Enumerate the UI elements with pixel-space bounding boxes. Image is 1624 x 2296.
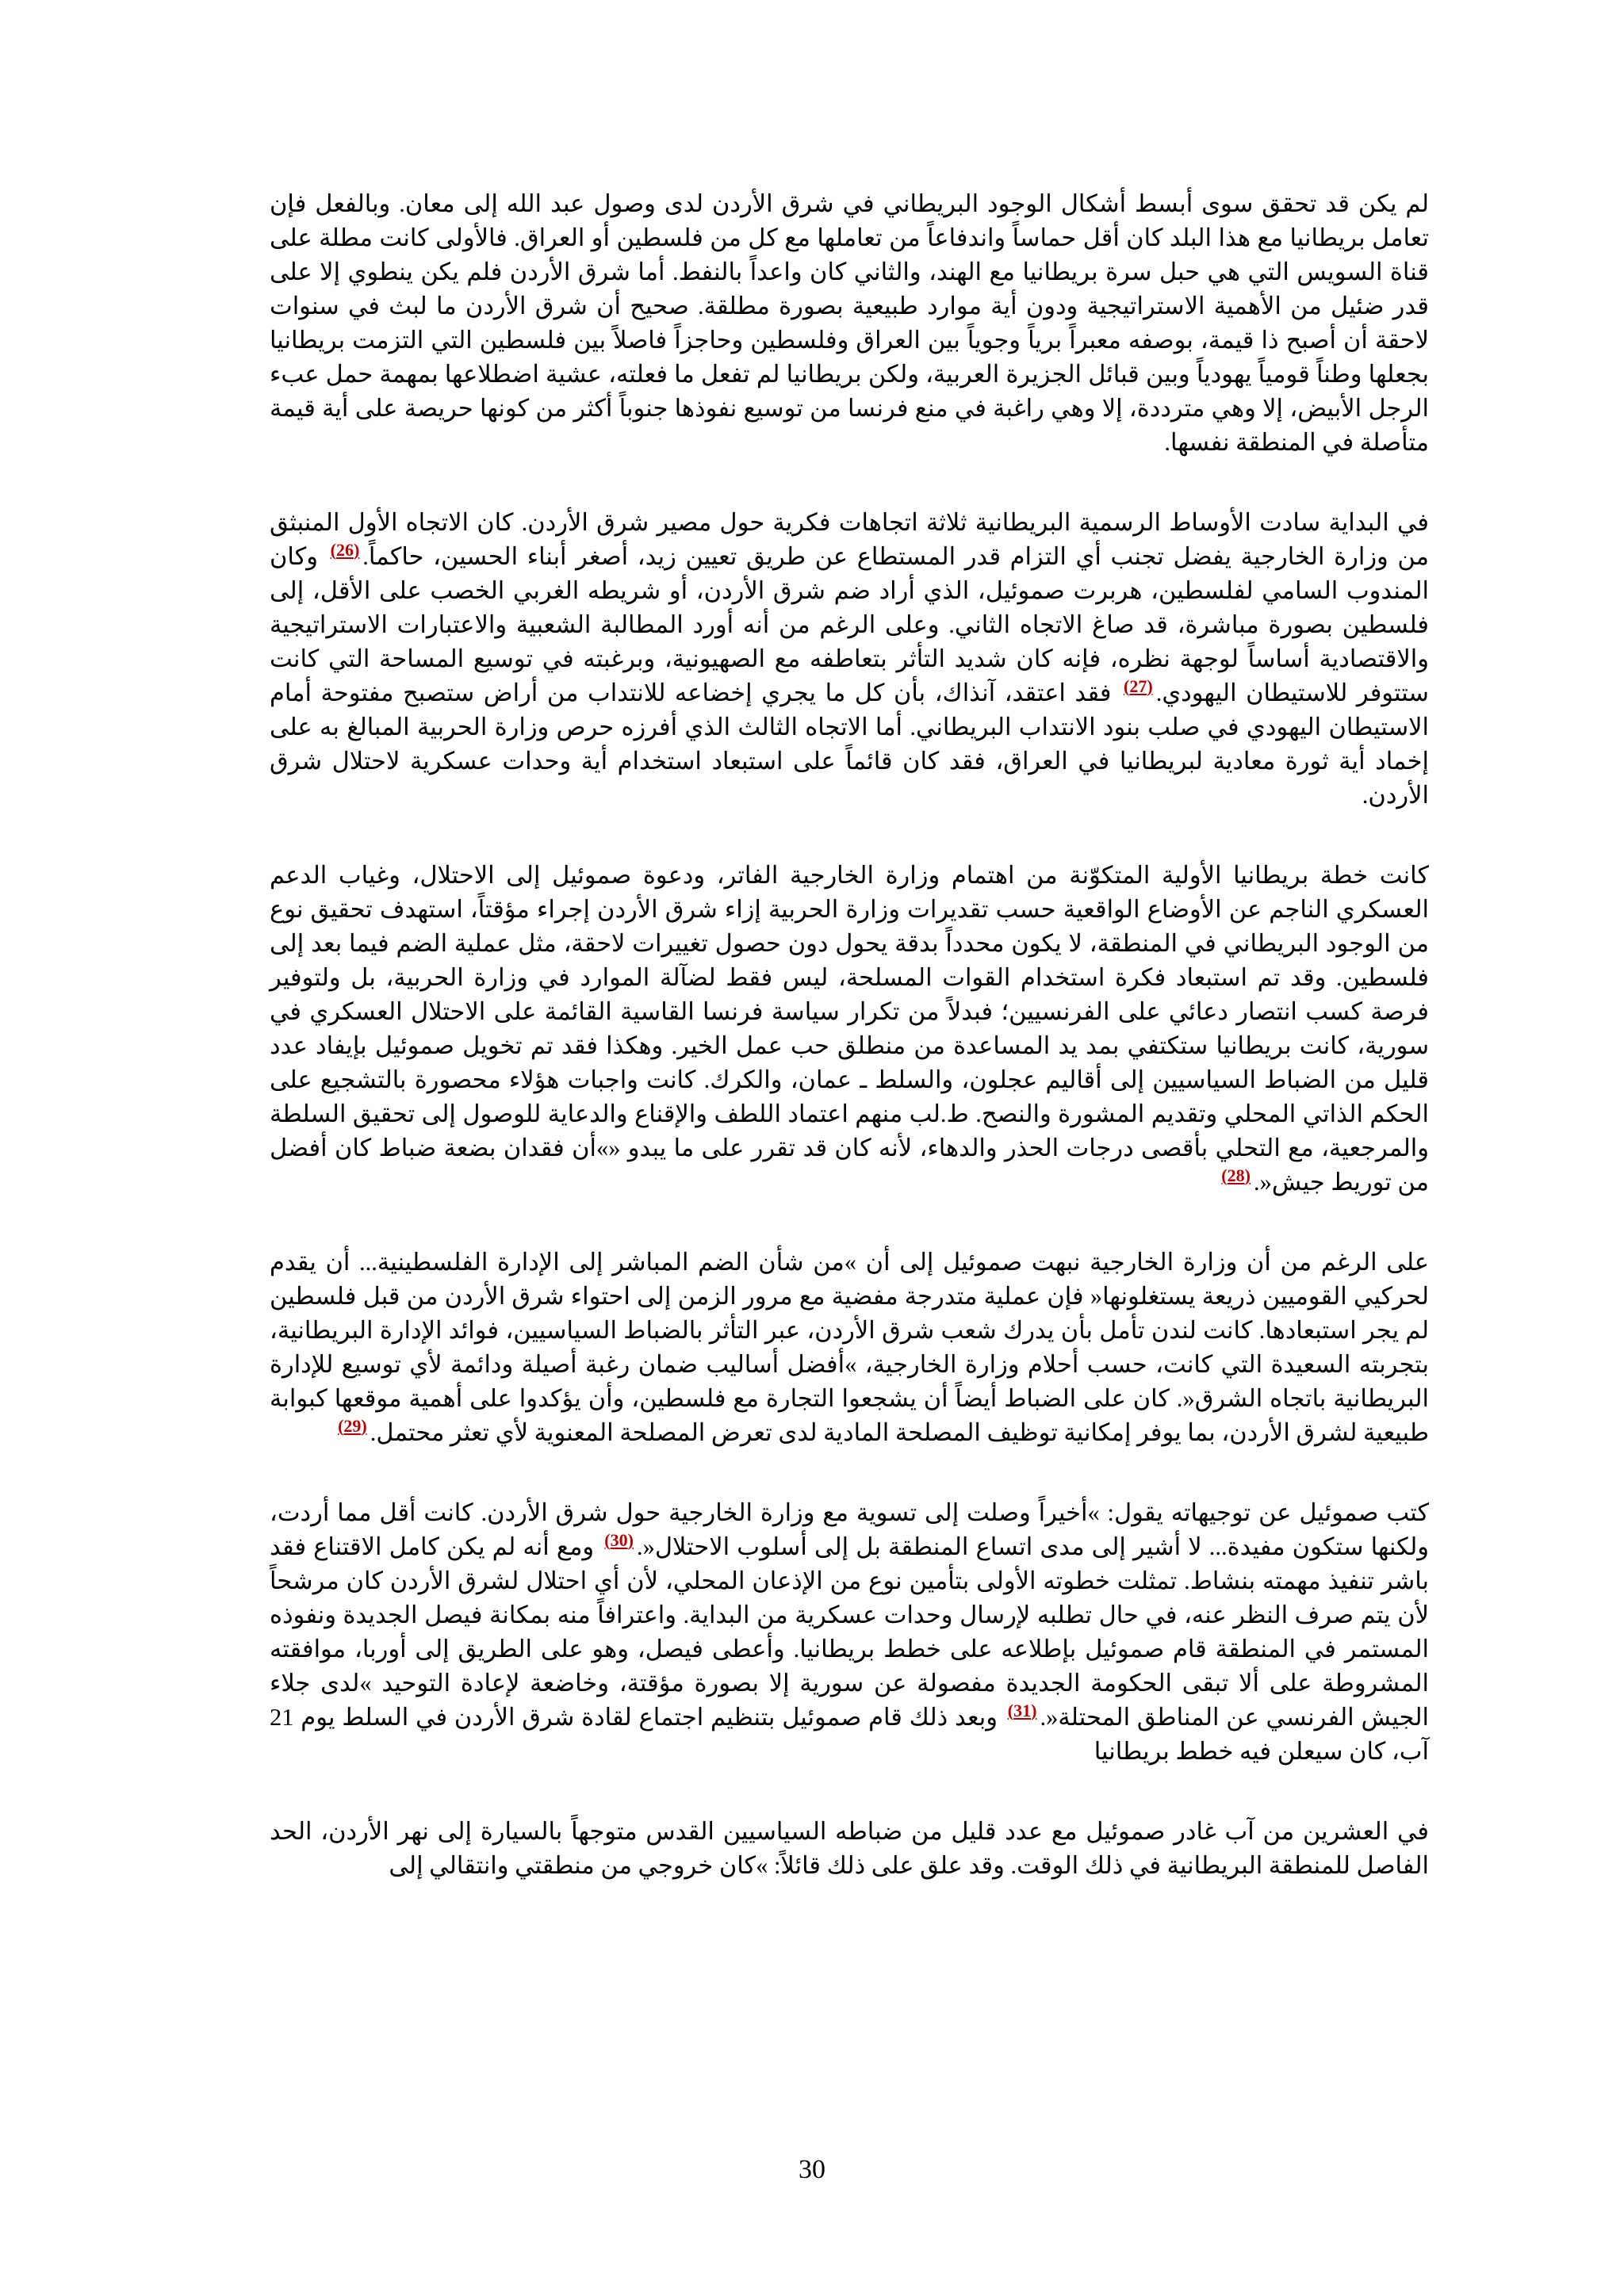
footnote-ref-31[interactable]: (31) [1007,1700,1037,1720]
paragraph-2-text-c: فقد اعتقد، آنذاك، بأن كل ما يجري إخضاعه للانتداب من أراض ستصبح مفتوحة أمام الاستيطان اليهودي في صلب بنود الانتداب البريطاني. أما الاتجاه الثالث الذي أفرزه حرص وزارة الحربية المبالغ به على إخماد أية ثورة معادية لبريطانيا في العراق، فقد كان قائماً على استبعاد استخدام أية وحدات عسكرية لاحتلال شرق الأردن. [270,679,1429,809]
footnote-ref-28[interactable]: (28) [1221,1165,1251,1185]
paragraph-3-text: كانت خطة بريطانيا الأولية المتكوّنة من اهتمام وزارة الخارجية الفاتر، ودعوة صموئيل إلى الاحتلال، وغياب الدعم العسكري الناجم عن الأوضاع الواقعية حسب تقديرات وزارة الحربية إزاء شرق الأردن إجراء مؤقتاً، استهدف تحقيق نوع من الوجود البريطاني في المنطقة، لا يكون محدداً بدقة يحول دون حصول تغييرات لاحقة، مثل عملية الضم فيما بعد إلى فلسطين. وقد تم استبعاد فكرة استخدام القوات المسلحة، ليس فقط لضآلة الموارد في وزارة الحربية، بل ولتوفير فرصة كسب انتصار دعائي على الفرنسيين؛ فبدلاً من تكرار سياسة فرنسا القاسية القائمة على الاحتلال العسكري في سورية، كانت بريطانيا ستكتفي بمد يد المساعدة من منطلق حب عمل الخير. وهكذا فقد تم تخويل صموئيل بإيفاد عدد قليل من الضباط السياسيين إلى أقاليم عجلون، والسلط ـ عمان، والكرك. كانت واجبات هؤلاء محصورة بالتشجيع على الحكم الذاتي المحلي وتقديم المشورة والنصح. ط.لب منهم اعتماد اللطف والإقناع والدعاية للوصول إلى تحقيق السلطة والمرجعية، مع التحلي بأقصى درجات الحذر والدهاء، لأنه كان قد تقرر على ما يبدو «»أن فقدان بضعة ضباط كان أفضل من توريط جيش«. [270,862,1429,1196]
paragraph-gap [270,1200,1429,1246]
paragraph-5-text-a: كتب صموئيل عن توجيهاته يقول: »أخيراً وصلت إلى تسوية مع وزارة الخارجية حول شرق الأردن. كانت أقل مما أردت، ولكنها ستكون مفيدة... لا أشير إلى مدى اتساع المنطقة بل إلى أسلوب الاحتلال«. [270,1499,1429,1560]
paragraph-4 [270,1246,1429,1450]
page-number: 30 [799,2155,825,2184]
footnote-ref-29[interactable]: (29) [338,1415,367,1436]
paragraph-2 [270,506,1429,813]
paragraph-4-text: على الرغم من أن وزارة الخارجية نبهت صموئيل إلى أن »من شأن الضم المباشر إلى الإدارة الفلسطينية... أن يقدم لحركيي القوميين ذريعة يستغلونها« فإن عملية متدرجة مفضية مع مرور الزمن إلى احتواء شرق الأردن من قبل فلسطين لم يجر استبعادها. كانت لندن تأمل بأن يدرك شعب شرق الأردن، عبر التأثر بالضباط السياسيين، فوائد الإدارة البريطانية، بتجربته السعيدة التي كانت، حسب أحلام وزارة الخارجية، »أفضل أساليب ضمان رغبة أصيلة ودائمة لأي توسيع للإدارة البريطانية باتجاه الشرق«. كان على الضباط أيضاً أن يشجعوا التجارة مع فلسطين، وأن يؤكدوا على أهمية موقعها كبوابة طبيعية لشرق الأردن، بما يوفر إمكانية توظيف المصلحة المادية لدى تعرض المصلحة المعنوية لأي تعثر محتمل. [270,1249,1429,1446]
paragraph-2-text-a: في البداية سادت الأوساط الرسمية البريطانية ثلاثة اتجاهات فكرية حول مصير شرق الأردن. كان الاتجاه الأول المنبثق من وزارة الخارجية يفضل تجنب أي التزام قدر المستطاع عن طريق تعيين زيد، أصغر أبناء الحسين، حاكماً. [270,509,1429,570]
footnote-ref-27[interactable]: (27) [1124,675,1153,696]
paragraph-1 [270,187,1429,460]
paragraph-gap [270,460,1429,506]
paragraph-6-text: في العشرين من آب غادر صموئيل مع عدد قليل من ضباطه السياسيين القدس متوجهاً بالسيارة إلى نهر الأردن، الحد الفاصل للمنطقة البريطانية في ذلك الوقت. وقد علق على ذلك قائلاً: »كان خروجي من منطقتي وانتقالي إلى [270,1818,1429,1879]
footnote-ref-26[interactable]: (26) [330,539,360,560]
paragraph-3 [270,859,1429,1200]
paragraph-5 [270,1496,1429,1769]
document-body [270,187,1429,1883]
paragraph-6 [270,1815,1429,1883]
paragraph-2-text-b: وكان المندوب السامي لفلسطين، هربرت صموئيل، الذي أراد ضم شرق الأردن، أو شريطه الغربي الخصب على الأقل، إلى فلسطين بصورة مباشرة، قد صاغ الاتجاه الثاني. وعلى الرغم من أنه أورد المطالبة الشعبية والاعتبارات الاستراتيجية والاقتصادية أساساً لوجهة نظره، فإنه كان شديد التأثر بتعاطفه مع الصهيونية، وبرغبته في توسيع المساحة التي كانت ستتوفر للاستيطان اليهودي. [270,543,1429,706]
paragraph-gap [270,813,1429,859]
paragraph-5-text-c: وبعد ذلك قام صموئيل بتنظيم اجتماع لقادة شرق الأردن في السلط يوم 21 آب، كان سيعلن فيه خطط بريطانيا [270,1704,1429,1765]
paragraph-gap [270,1450,1429,1496]
footnote-ref-30[interactable]: (30) [604,1529,634,1550]
paragraph-5-text-b: ومع أنه لم يكن كامل الاقتناع فقد باشر تنفيذ مهمته بنشاط. تمثلت خطوته الأولى بتأمين نوع من الإذعان المحلي، لأن أي احتلال لشرق الأردن كان مرشحاً لأن يتم صرف النظر عنه، في حال تطلبه لإرسال وحدات عسكرية من البداية. واعترافاً منه بمكانة فيصل الجديدة ونفوذه المستمر في المنطقة قام صموئيل بإطلاعه على خطط بريطانيا. وأعطى فيصل، وهو على الطريق إلى أوربا، موافقته المشروطة على ألا تبقى الحكومة الجديدة مفصولة عن سورية إلا بصورة مؤقتة، وخاضعة لإعادة التوحيد »لدى جلاء الجيش الفرنسي عن المناطق المحتلة«. [270,1533,1429,1731]
paragraph-1-text: لم يكن قد تحقق سوى أبسط أشكال الوجود البريطاني في شرق الأردن لدى وصول عبد الله إلى معان. وبالفعل فإن تعامل بريطانيا مع هذا البلد كان أقل حماساً واندفاعاً من تعاملها مع كل من فلسطين أو العراق. فالأولى كانت مطلة على قناة السويس التي هي حبل سرة بريطانيا مع الهند، والثاني كان واعداً بالنفط. أما شرق الأردن فلم يكن ينطوي إلا على قدر ضئيل من الأهمية الاستراتيجية ودون أية موارد طبيعية بصورة مطلقة. صحيح أن شرق الأردن ما لبث في سنوات لاحقة أن أصبح ذا قيمة، بوصفه معبراً برياً وجوياً بين العراق وفلسطين وحاجزاً فاصلاً بين فلسطين التي التزمت بريطانيا بجعلها وطناً قومياً يهودياً وبين قبائل الجزيرة العربية، ولكن بريطانيا لم تفعل ما فعلته، عشية اضطلاعها بمهمة حمل عبء الرجل الأبيض، إلا وهي مترددة، إلا وهي راغبة في منع فرنسا من توسيع نفوذها جنوباً أكثر من كونها حريصة على أية قيمة متأصلة في المنطقة نفسها. [270,190,1429,456]
paragraph-gap [270,1769,1429,1815]
